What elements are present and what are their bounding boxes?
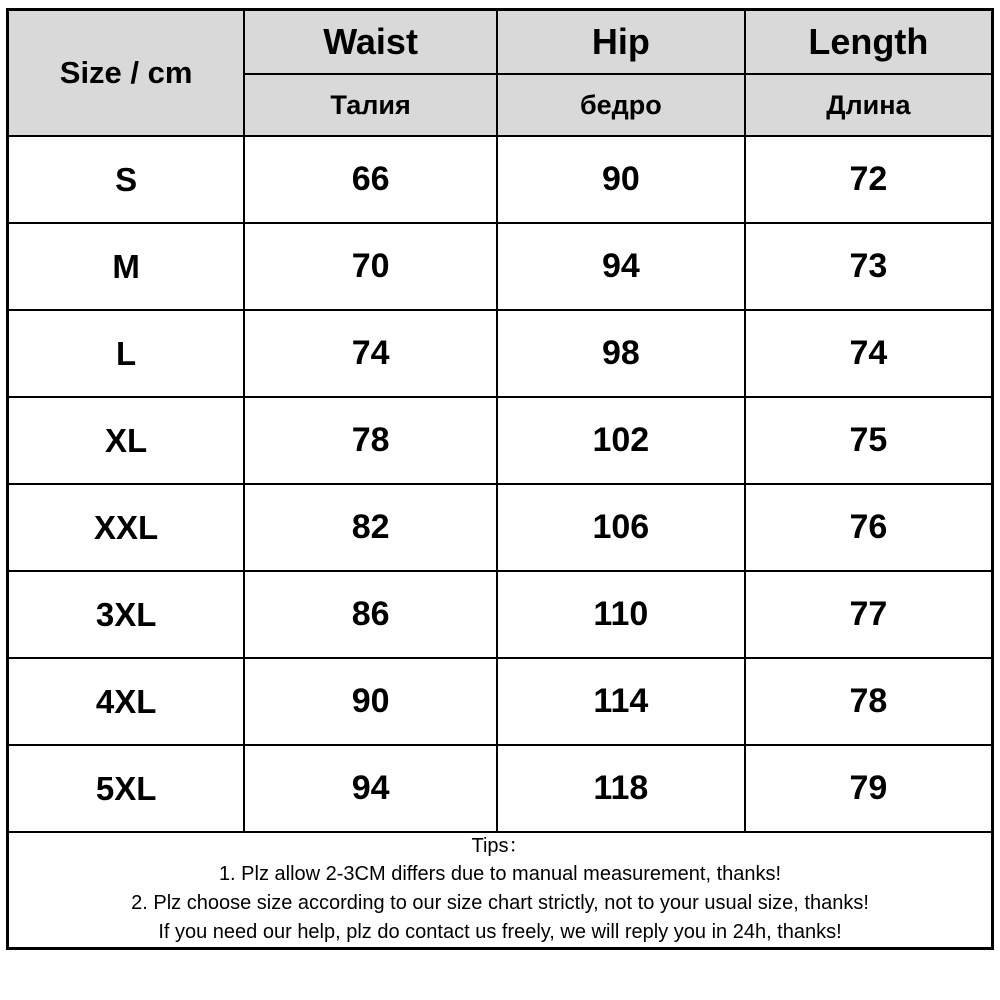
cell-waist: 94: [244, 745, 497, 832]
cell-hip: 98: [497, 310, 745, 397]
cell-size: 5XL: [8, 745, 245, 832]
header-length-ru: Длина: [745, 74, 993, 136]
cell-hip: 90: [497, 136, 745, 223]
cell-length: 76: [745, 484, 993, 571]
cell-length: 77: [745, 571, 993, 658]
table-header-row-en: [8, 10, 993, 75]
tips-row: [8, 832, 993, 949]
table-row: [8, 484, 993, 571]
cell-hip: 110: [497, 571, 745, 658]
cell-size: S: [8, 136, 245, 223]
header-waist-en: Waist: [244, 10, 497, 75]
cell-waist: 70: [244, 223, 497, 310]
table-row: [8, 136, 993, 223]
tips-line-1: 1. Plz allow 2-3CM differs due to manual measurement, thanks!: [218, 863, 782, 885]
cell-hip: 102: [497, 397, 745, 484]
cell-hip: 118: [497, 745, 745, 832]
table-row: [8, 658, 993, 745]
header-hip-ru: бедро: [497, 74, 745, 136]
header-size-cm: Size / cm: [8, 10, 245, 137]
cell-length: 79: [745, 745, 993, 832]
cell-waist: 74: [244, 310, 497, 397]
header-hip-en: Hip: [497, 10, 745, 75]
cell-length: 78: [745, 658, 993, 745]
cell-size: L: [8, 310, 245, 397]
table-row: [8, 745, 993, 832]
table-row: [8, 223, 993, 310]
cell-hip: 94: [497, 223, 745, 310]
cell-size: XXL: [8, 484, 245, 571]
cell-size: XL: [8, 397, 245, 484]
cell-length: 74: [745, 310, 993, 397]
cell-length: 72: [745, 136, 993, 223]
tips-block: [8, 832, 993, 949]
table-row: [8, 310, 993, 397]
cell-length: 75: [745, 397, 993, 484]
table-row: [8, 397, 993, 484]
cell-hip: 114: [497, 658, 745, 745]
cell-size: 3XL: [8, 571, 245, 658]
cell-size: M: [8, 223, 245, 310]
header-waist-ru: Талия: [244, 74, 497, 136]
cell-waist: 86: [244, 571, 497, 658]
tips-title: Tips：: [471, 835, 529, 857]
tips-line-2: 2. Plz choose size according to our size chart strictly, not to your usual size, thanks!: [131, 892, 869, 914]
cell-hip: 106: [497, 484, 745, 571]
header-length-en: Length: [745, 10, 993, 75]
size-chart-table: [6, 8, 994, 950]
table-row: [8, 571, 993, 658]
cell-waist: 90: [244, 658, 497, 745]
cell-waist: 82: [244, 484, 497, 571]
cell-length: 73: [745, 223, 993, 310]
cell-size: 4XL: [8, 658, 245, 745]
tips-line-3: If you need our help, plz do contact us freely, we will reply you in 24h, thanks!: [158, 921, 842, 943]
cell-waist: 66: [244, 136, 497, 223]
cell-waist: 78: [244, 397, 497, 484]
